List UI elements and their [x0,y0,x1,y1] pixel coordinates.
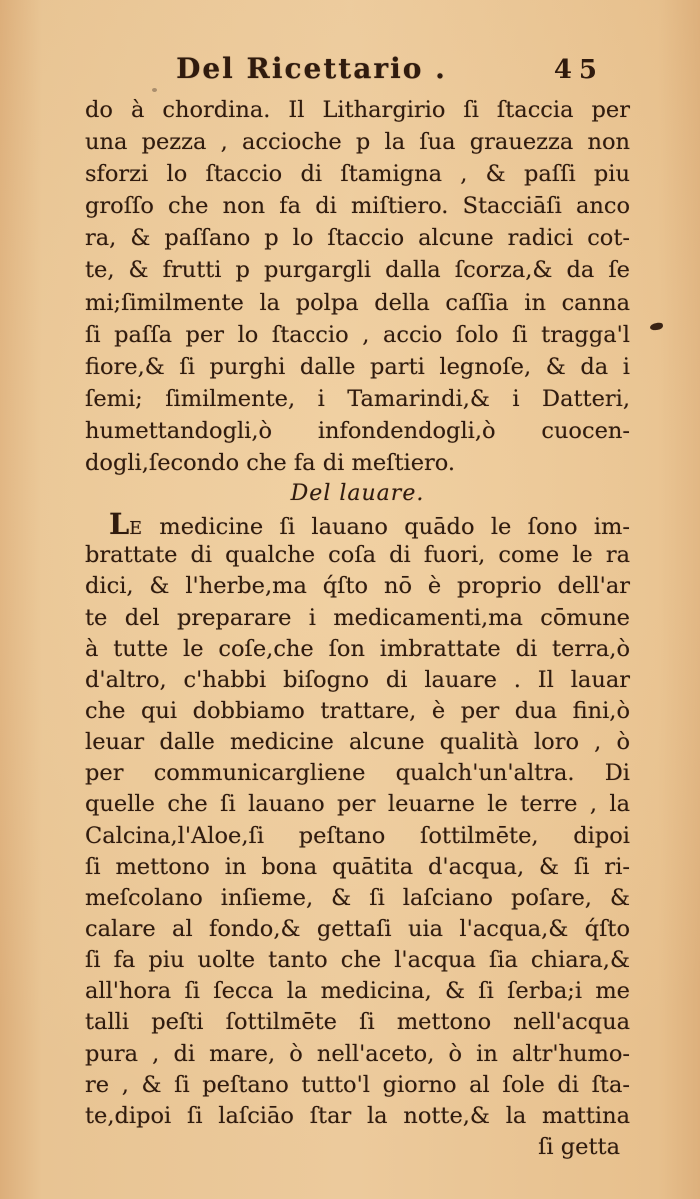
text-line: fiore,& ſi purghi dalle parti legnoſe, & da i [85,353,630,380]
text-line: calare al fondo,& gettaſi uia l'acqua,& q́ſto [85,915,630,942]
text-line: che qui dobbiamo trattare, è per dua fini,ò [85,697,630,724]
small-cap-letter: E [129,519,144,540]
line-text: medicine ſi lauano quādo le ſono im- [143,514,630,541]
text-line: do à chordina. Il Lithargirio ſi ſtaccia per [85,97,630,123]
text-line: te,dipoi ſi laſciāo ſtar la notte,& la mattina [85,1102,630,1129]
text-line: te, & frutti p purgargli dalla ſcorza,& da ſe [85,257,630,284]
text-line: ſemi; ſimilmente, i Tamarindi,& i Datteri, [85,385,630,412]
text-line: ſi mettono in bona quātita d'acqua, & ſi ri- [85,853,630,880]
page-number: 45 [553,55,604,85]
text-line: meſcolano inſieme, & ſi laſciano poſare, & [85,884,630,911]
text-line: una pezza , accioche p la ſua grauezza non [85,129,630,156]
text-line: ſi paſſa per lo ſtaccio , accio ſolo ſi tragga'l [85,321,630,348]
text-line: te del preparare i medicamenti,ma cōmune [85,604,630,631]
text-line: talli peſti ſottilmēte ſi mettono nell'acqua [85,1009,630,1036]
text-line: mi;ſimilmente la polpa della caſſia in canna [85,289,630,316]
paper-speck [152,88,157,92]
text-line: all'hora ſi ſecca la medicina, & ſi ſerba;i me [85,978,630,1005]
text-line: leuar dalle medicine alcune qualità loro , ò [85,729,630,756]
text-line: dici, & l'herbe,ma q́ſto nō è proprio dell'ar [85,573,630,600]
header-title: Del Ricettario . [176,52,447,85]
paragraph-1 [85,94,630,479]
text-line: re , & ſi peſtano tutto'l giorno al ſole di ſta- [85,1071,630,1098]
text-line: sforzi lo ſtaccio di ſtamigna , & paſſi piu [85,161,630,188]
text-line [85,509,630,540]
text-line: à tutte le coſe,che ſon imbrattate di terra,ò [85,635,630,662]
catchword: ſi getta [538,1133,620,1160]
text-line: ra, & paſſano p lo ſtaccio alcune radici cot- [85,225,630,252]
paragraph-2 [85,509,630,1132]
text-block [85,94,630,1162]
drop-initial: L [109,507,130,542]
text-line: brattate di qualche coſa di fuori, come le ra [85,542,630,569]
text-line: dogli,ſecondo che fa di meſtiero. [85,450,456,477]
text-line: pura , di mare, ò nell'aceto, ò in altr'humo- [85,1040,630,1067]
text-line: humettandogli,ò infondendogli,ò cuocen- [85,417,630,444]
text-line: quelle che ſi lauano per leuarne le terre , la [85,791,630,818]
text-line: d'altro, c'habbi biſogno di lauare . Il lauar [85,666,630,693]
text-line: groſſo che non fa di miſtiero. Stacciāſi anco [85,193,630,220]
running-header [85,52,630,92]
text-line: per communicargliene qualch'un'altra. Di [85,760,630,787]
text-line: ſi fa piu uolte tanto che l'acqua ſia chiara,& [85,947,630,974]
text-line: Calcina,l'Aloe,ſi peſtano ſottilmēte, dipoi [85,822,630,849]
ink-blot [650,322,664,331]
section-heading: Del lauare. [290,481,425,507]
